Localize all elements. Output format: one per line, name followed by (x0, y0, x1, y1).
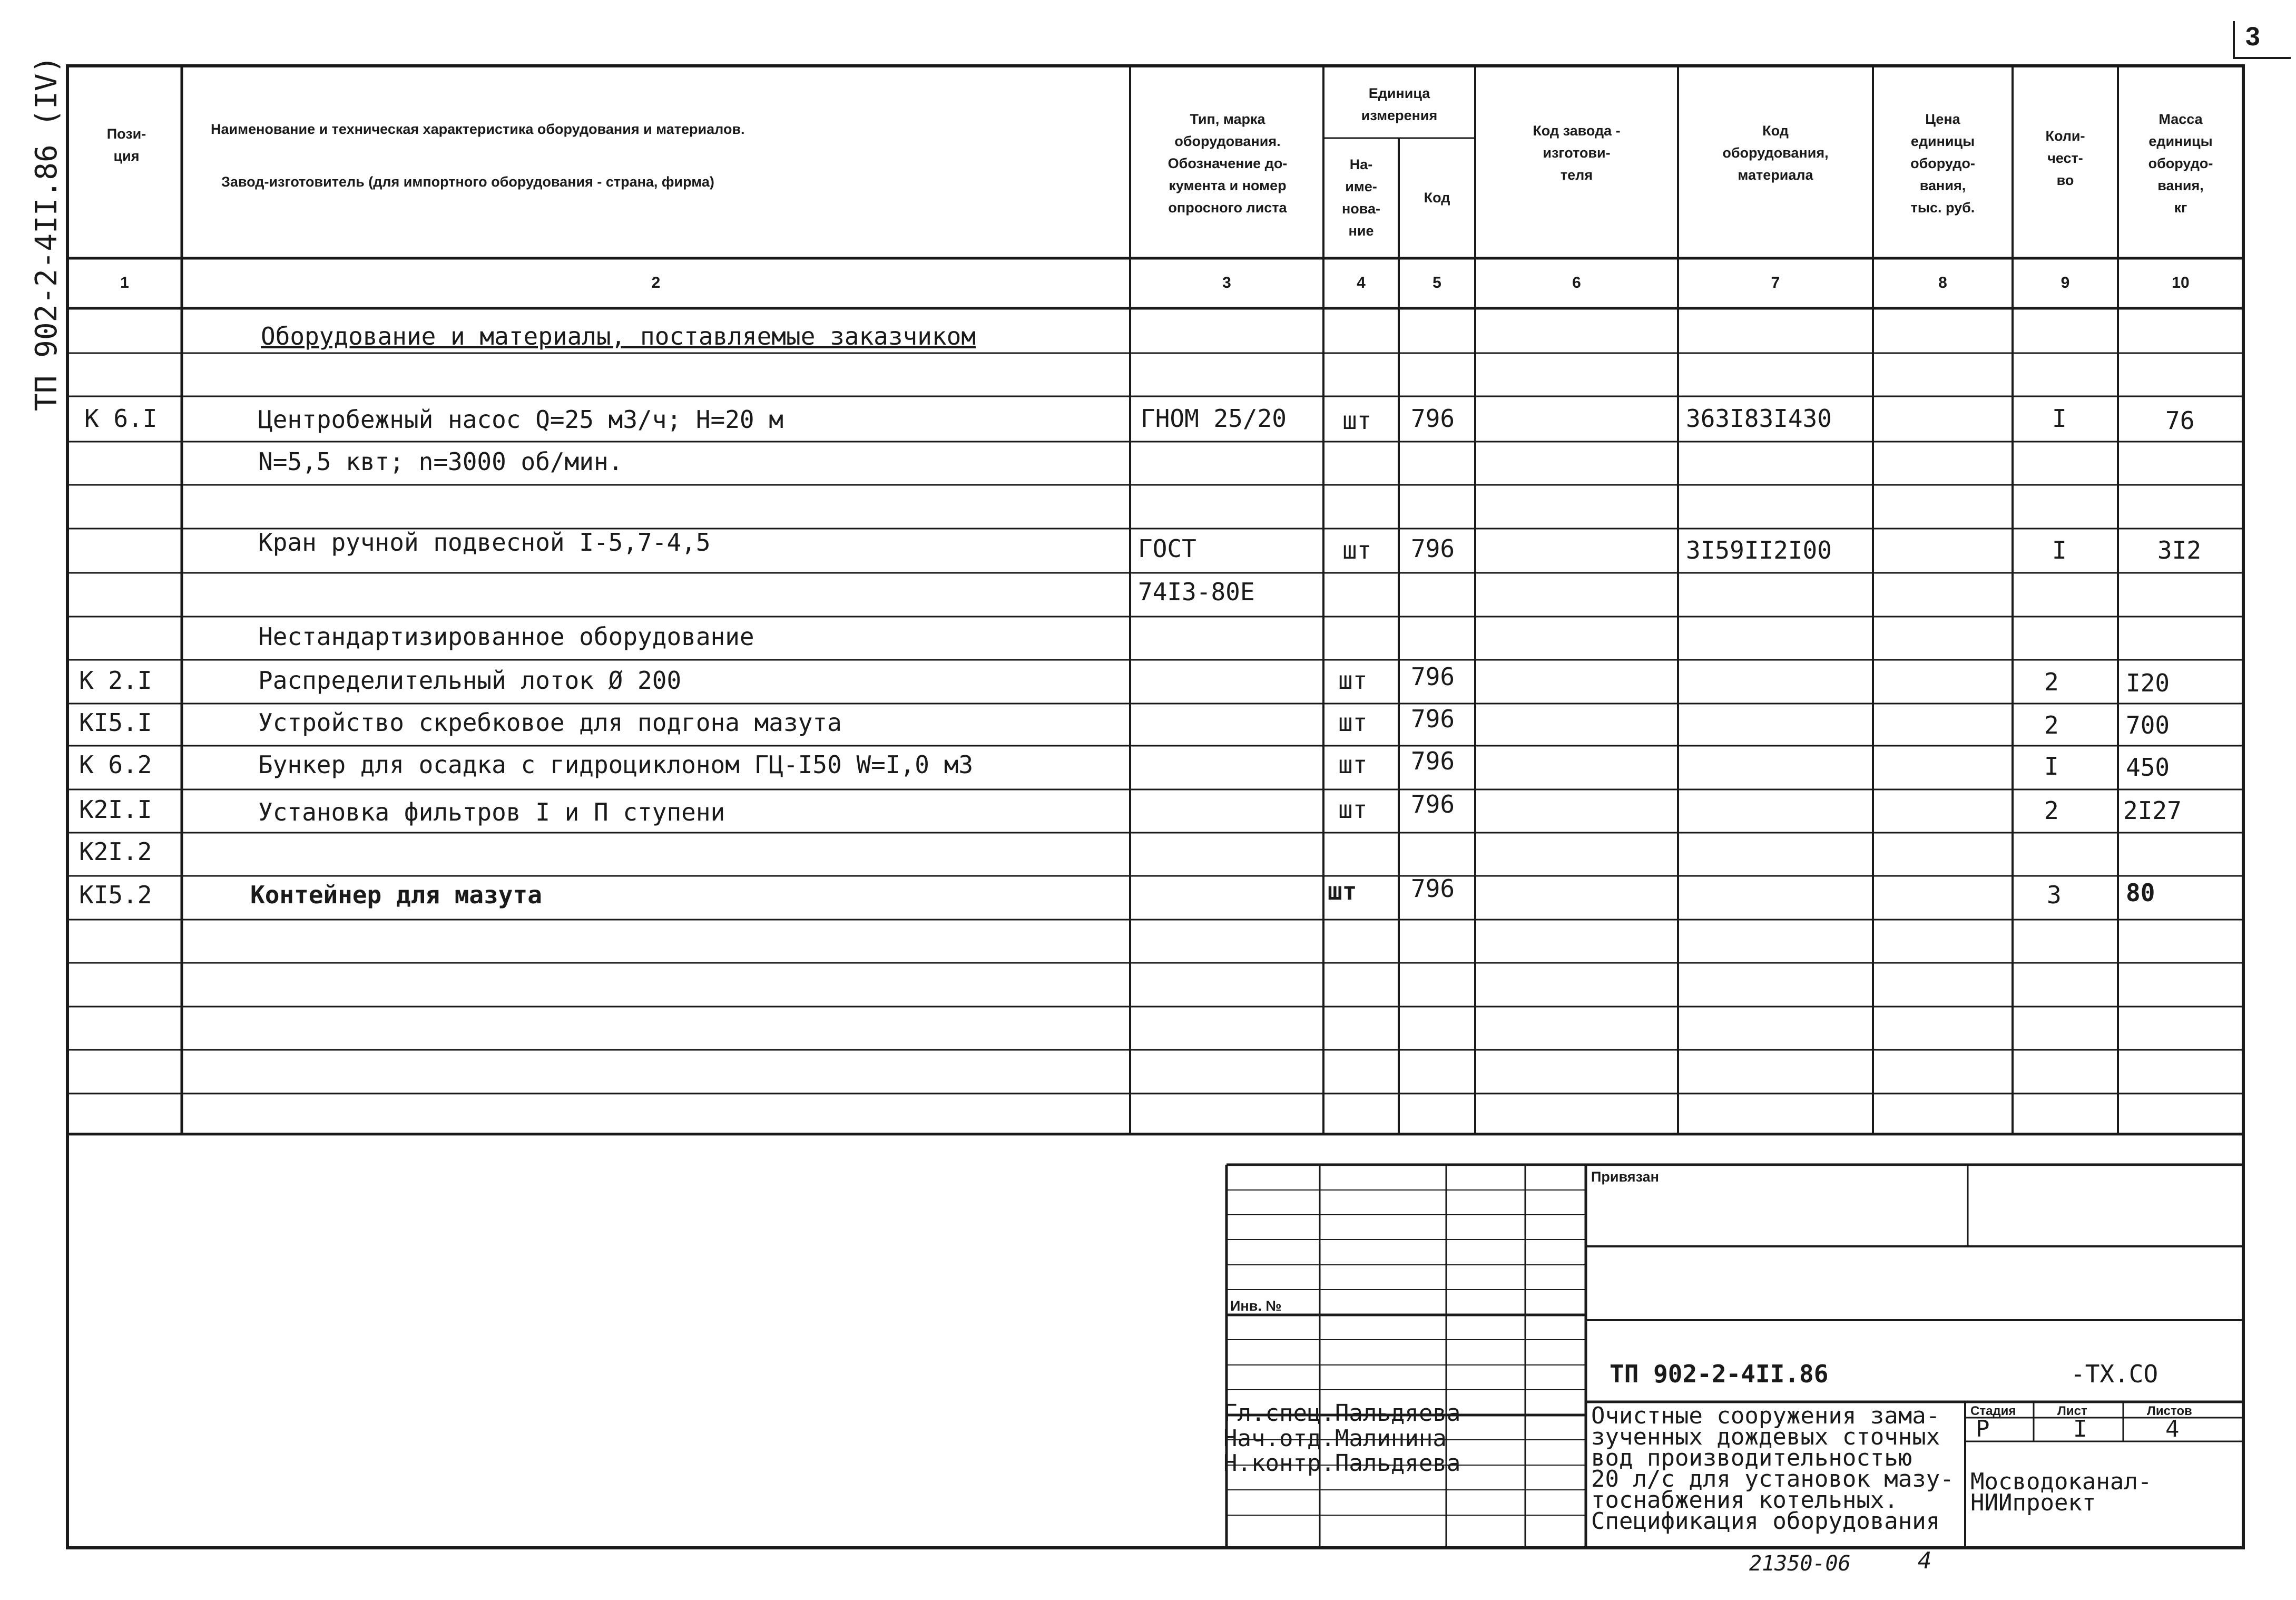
row7-quantity: 2 (2044, 711, 2059, 739)
row8-name: Бункер для осадка с гидроциклоном ГЦ-I50 W=I,0 м3 (258, 750, 974, 779)
stamp-title-line5: тоснабжения котельных. (1591, 1487, 1898, 1514)
row8-position: К 6.2 (79, 750, 152, 779)
stamp-organization-line2: НИИпроект (1970, 1489, 2096, 1516)
row11-name: Контейнер для мазута (250, 881, 542, 909)
row6-mass: I20 (2126, 669, 2170, 697)
colnum-3: 3 (1222, 274, 1231, 291)
header-mass: Масса единицы оборудо- вания, кг (2148, 111, 2213, 216)
stamp-sheets-value: 4 (2165, 1416, 2180, 1442)
row3-mass: 3I2 (2157, 536, 2202, 564)
header-equipment-code: Код оборудования, материала (1722, 123, 1829, 183)
row9-position: К2I.I (79, 795, 152, 824)
stamp-document-suffix: -ТХ.СО (2071, 1360, 2158, 1388)
row1-code: 796 (1411, 404, 1455, 433)
row9-mass: 2I27 (2123, 796, 2182, 825)
row7-mass: 700 (2126, 711, 2170, 739)
stamp-stage-value: Р (1976, 1416, 1990, 1442)
row7-unit: шт (1338, 708, 1368, 737)
header-name-line1: Наименование и техническая характеристика оборудования и материалов. (211, 121, 745, 137)
header-name-line2: Завод-изготовитель (для импортного оборудования - страна, фирма) (221, 174, 714, 190)
row6-unit: шт (1338, 666, 1368, 695)
row1-type: ГНОМ 25/20 (1141, 404, 1287, 433)
row7-position: КI5.I (79, 708, 152, 737)
stamp-signature-norm-control: Н.контр.Пальдяева (1223, 1450, 1461, 1477)
colnum-9: 9 (2060, 274, 2070, 291)
colnum-7: 7 (1771, 274, 1780, 291)
row-section-nonstandard: Нестандартизированное оборудование (258, 622, 754, 651)
row11-mass: 80 (2126, 879, 2155, 907)
row3-name: Кран ручной подвесной I-5,7-4,5 (258, 528, 711, 557)
page-number: 3 (2245, 22, 2260, 51)
header-quantity: Коли- чест- во (2045, 128, 2085, 188)
row11-unit: шт (1328, 877, 1357, 905)
row7-name: Устройство скребковое для подгона мазута (258, 708, 842, 737)
row8-mass: 450 (2126, 753, 2170, 782)
row1-unit: шт (1342, 406, 1372, 435)
stamp-sheet-label: Лист (2057, 1404, 2087, 1418)
row9-code: 796 (1411, 790, 1455, 818)
stamp-signature-chief-specialist: Гл.спец.Пальдяева (1223, 1400, 1461, 1427)
row8-code: 796 (1411, 747, 1455, 775)
row3-equipment-code: 3I59II2I00 (1686, 536, 1832, 564)
footer-archive-sheet: 4 (1918, 1547, 1932, 1574)
stamp-signature-dept-head: Нач.отд.Малинина (1223, 1425, 1447, 1452)
row6-code: 796 (1411, 662, 1455, 691)
colnum-2: 2 (651, 274, 661, 291)
stamp-organization-line1: Мосводоканал- (1970, 1468, 2152, 1495)
row7-code: 796 (1411, 705, 1455, 733)
row1-mass: 76 (2165, 406, 2195, 435)
stamp-sheets-label: Листов (2147, 1404, 2192, 1418)
row9-quantity: 2 (2044, 796, 2059, 825)
stamp-title-line1: Очистные сооружения зама- (1591, 1402, 1940, 1429)
stamp-stage-label: Стадия (1970, 1404, 2016, 1418)
header-unit: Единица измерения (1361, 85, 1438, 123)
stamp-title-line6: Спецификация оборудования (1591, 1508, 1940, 1535)
header-price: Цена единицы оборудо- вания, тыс. руб. (1910, 111, 1975, 216)
stamp-document-code: ТП 902-2-4II.86 (1610, 1360, 1829, 1388)
row11-quantity: 3 (2047, 881, 2062, 909)
stamp-title-line4: 20 л/с для установок мазу- (1591, 1466, 1954, 1492)
colnum-10: 10 (2172, 274, 2190, 291)
stamp-title-line3: вод производительностью (1591, 1445, 1912, 1471)
header-type: Тип, марка оборудования. Обозначение до- кумента и номер опросного листа (1167, 111, 1288, 216)
row3-quantity: I (2052, 536, 2067, 564)
row1-position: К 6.I (84, 404, 158, 433)
row6-position: К 2.I (79, 666, 152, 695)
colnum-5: 5 (1432, 274, 1441, 291)
header-factory-code: Код завода - изготови- теля (1533, 123, 1621, 183)
row9-unit: шт (1338, 795, 1368, 824)
row6-name: Распределительный лоток Ø 200 (258, 666, 682, 695)
row8-unit: шт (1338, 750, 1368, 779)
colnum-1: 1 (120, 274, 129, 291)
row3-code: 796 (1411, 534, 1455, 563)
header-unit-code: Код (1424, 190, 1450, 206)
footer-archive-number: 21350-06 (1749, 1552, 1851, 1576)
row10-position: К2I.2 (79, 837, 152, 866)
row11-position: КI5.2 (79, 881, 152, 909)
row-section-customer: Оборудование и материалы, поставляемые заказчиком (261, 322, 976, 350)
row1-equipment-code: 363I83I430 (1686, 404, 1832, 433)
row11-code: 796 (1411, 874, 1455, 903)
side-document-code: ТП 902-2-4II.86 (IV) (30, 55, 64, 411)
stamp-title-line2: зученных дождевых сточных (1591, 1423, 1940, 1450)
stamp-inv-number: Инв. № (1230, 1298, 1282, 1314)
colnum-6: 6 (1572, 274, 1581, 291)
colnum-4: 4 (1357, 274, 1366, 291)
row2-name: N=5,5 квт; n=3000 об/мин. (258, 447, 623, 476)
row1-quantity: I (2052, 404, 2067, 433)
row1-name: Центробежный насос Q=25 м3/ч; Н=20 м (258, 405, 783, 434)
row8-quantity: I (2044, 752, 2059, 781)
stamp-sheet-value: I (2073, 1416, 2087, 1442)
colnum-8: 8 (1938, 274, 1947, 291)
header-unit-name: На- име- нова- ние (1341, 157, 1381, 239)
row6-quantity: 2 (2044, 668, 2059, 696)
row3-type: ГОСТ (1138, 534, 1196, 563)
stamp-privyazan: Привязан (1591, 1169, 1659, 1185)
row3-unit: шт (1342, 536, 1372, 564)
header-position: Пози- ция (106, 126, 146, 164)
row9-name: Установка фильтров I и П ступени (258, 798, 725, 826)
row4-type: 74I3-80E (1138, 578, 1255, 606)
